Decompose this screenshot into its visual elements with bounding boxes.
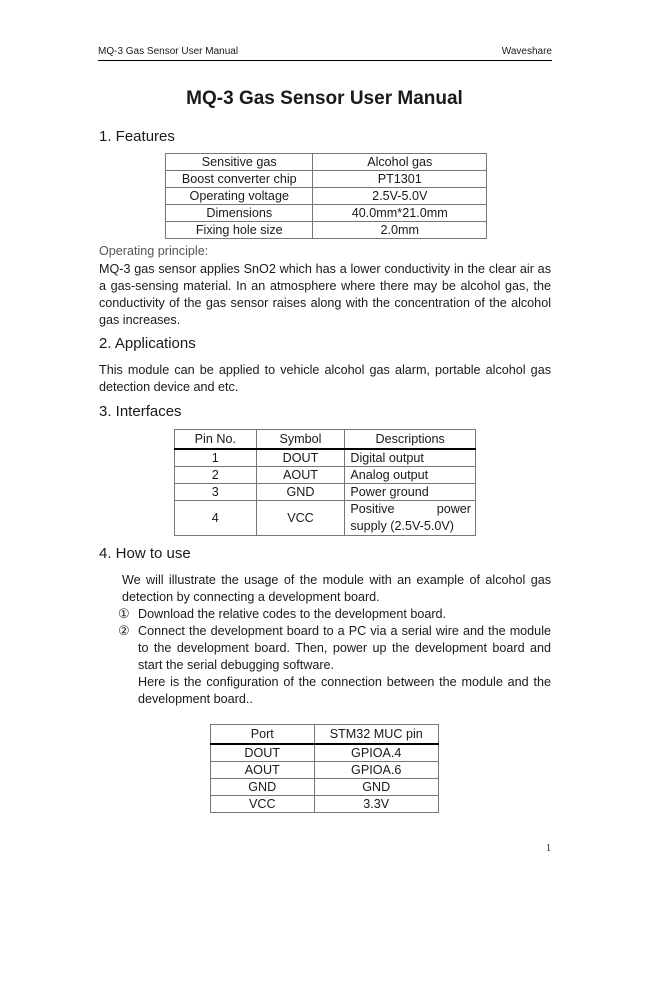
- step-1-text: Download the relative codes to the development board.: [138, 607, 447, 621]
- column-header: Pin No.: [175, 430, 257, 450]
- section-heading-features: 1. Features: [99, 128, 175, 145]
- table-cell: PT1301: [313, 171, 487, 188]
- table-row: [166, 222, 487, 239]
- table-row: [166, 171, 487, 188]
- table-cell: 4: [175, 501, 257, 536]
- table-cell: Alcohol gas: [313, 154, 487, 171]
- table-cell: 1: [175, 449, 257, 467]
- connection-table: [210, 724, 439, 813]
- header-brand: Waveshare: [501, 46, 552, 57]
- table-row: [166, 205, 487, 222]
- table-row: [211, 779, 439, 796]
- column-header: Symbol: [256, 430, 345, 450]
- column-header: Descriptions: [345, 430, 476, 450]
- document-title: MQ-3 Gas Sensor User Manual: [186, 88, 463, 109]
- step-2-extra-text: Here is the configuration of the connection between the module and the development board..: [138, 675, 551, 706]
- table-header-row: [211, 725, 439, 745]
- table-cell: Power ground: [345, 484, 476, 501]
- table-cell: GND: [314, 779, 438, 796]
- table-row: [175, 449, 476, 467]
- step-number: ②: [118, 623, 130, 638]
- table-cell: 3: [175, 484, 257, 501]
- table-row: [166, 154, 487, 171]
- table-row: [211, 762, 439, 779]
- interfaces-table: [174, 429, 476, 536]
- table-cell: AOUT: [256, 467, 345, 484]
- section-heading-applications: 2. Applications: [99, 335, 196, 352]
- column-header: Port: [211, 725, 315, 745]
- section-heading-how-to-use: 4. How to use: [99, 545, 191, 562]
- page-header: [98, 46, 552, 61]
- column-header: STM32 MUC pin: [314, 725, 438, 745]
- table-cell: Boost converter chip: [166, 171, 313, 188]
- how-to-use-intro: We will illustrate the usage of the module with an example of alcohol gas detection by connecting a development board.: [122, 573, 551, 604]
- table-cell: VCC: [211, 796, 315, 813]
- table-cell: Fixing hole size: [166, 222, 313, 239]
- table-header-row: [175, 430, 476, 450]
- table-cell: GPIOA.6: [314, 762, 438, 779]
- desc-line: Positive power: [350, 502, 471, 516]
- table-cell: 40.0mm*21.0mm: [313, 205, 487, 222]
- operating-principle-label: Operating principle:: [99, 244, 209, 258]
- table-cell: GND: [256, 484, 345, 501]
- header-doc-title: MQ-3 Gas Sensor User Manual: [98, 46, 239, 57]
- applications-text: This module can be applied to vehicle alcohol gas alarm, portable alcohol gas detection device and etc.: [99, 363, 551, 394]
- desc-line: supply (2.5V-5.0V): [350, 519, 454, 533]
- features-table: [165, 153, 487, 239]
- table-cell: VCC: [256, 501, 345, 536]
- table-cell: 2.0mm: [313, 222, 487, 239]
- table-row: [175, 484, 476, 501]
- operating-principle-text: MQ-3 gas sensor applies SnO2 which has a lower conductivity in the clear air as a gas-sensing material. In an atmosphere where there may be alcohol gas, the conductivity of the gas sensor raises along with the concentration of the alcohol gas increases.: [99, 262, 551, 327]
- table-cell: Sensitive gas: [166, 154, 313, 171]
- table-cell: Dimensions: [166, 205, 313, 222]
- table-row: [175, 501, 476, 536]
- table-row: [211, 744, 439, 762]
- section-heading-interfaces: 3. Interfaces: [99, 403, 182, 420]
- table-row: [166, 188, 487, 205]
- table-cell: Analog output: [345, 467, 476, 484]
- table-cell: Operating voltage: [166, 188, 313, 205]
- table-cell: 3.3V: [314, 796, 438, 813]
- table-cell: 2.5V-5.0V: [313, 188, 487, 205]
- table-cell: DOUT: [211, 744, 315, 762]
- step-2-text: Connect the development board to a PC via a serial wire and the module to the development board. Then, power up the development board and start the serial debugging software.: [138, 624, 551, 672]
- table-cell: Digital output: [345, 449, 476, 467]
- table-cell: 2: [175, 467, 257, 484]
- table-cell: DOUT: [256, 449, 345, 467]
- table-cell: AOUT: [211, 762, 315, 779]
- table-cell: [345, 501, 476, 536]
- table-row: [175, 467, 476, 484]
- step-number: ①: [118, 606, 130, 621]
- table-row: [211, 796, 439, 813]
- table-cell: GND: [211, 779, 315, 796]
- page-number: 1: [546, 843, 551, 854]
- table-cell: GPIOA.4: [314, 744, 438, 762]
